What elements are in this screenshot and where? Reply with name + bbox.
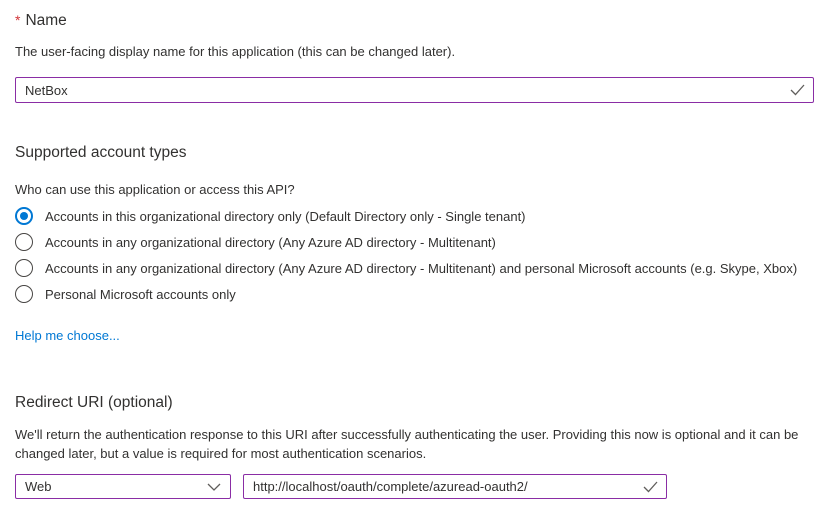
radio-option-label: Accounts in any organizational directory (Any Azure AD directory - Multitenant) and personal Microsoft accounts (e.g. Skype, Xbox) [45,260,798,276]
account-types-radio-group [15,203,814,307]
redirect-uri-row [15,474,814,499]
radio-button-icon[interactable] [15,207,33,225]
redirect-uri-input[interactable] [243,474,667,499]
radio-button-icon[interactable] [15,233,33,251]
name-input-container [15,77,814,103]
radio-dot [20,212,28,220]
required-asterisk: * [15,12,21,28]
radio-button-icon[interactable] [15,259,33,277]
platform-select-value: Web [25,479,52,494]
radio-option-label: Accounts in this organizational directory only (Default Directory only - Single tenant) [45,208,526,224]
radio-option-multitenant-personal[interactable] [15,255,814,281]
radio-option-label: Personal Microsoft accounts only [45,286,236,302]
help-me-choose-link[interactable]: Help me choose... [15,328,120,343]
redirect-uri-description: We'll return the authentication response to this URI after successfully authenticating the user. Providing this now is optional and it can be changed later, but a value is required for most authentication scenarios. [15,427,799,461]
radio-option-personal-only[interactable] [15,281,814,307]
name-heading-label: Name [25,12,67,29]
radio-option-label: Accounts in any organizational directory (Any Azure AD directory - Multitenant) [45,234,496,250]
platform-select[interactable] [15,474,231,499]
redirect-uri-input-container [243,474,667,499]
chevron-down-icon [207,483,221,491]
radio-option-single-tenant[interactable] [15,203,814,229]
name-input[interactable] [15,77,814,103]
account-types-heading: Supported account types [15,144,187,161]
radio-button-icon[interactable] [15,285,33,303]
name-section-heading [15,11,814,30]
name-description: The user-facing display name for this application (this can be changed later). [15,44,456,59]
account-types-question: Who can use this application or access this API? [15,182,295,197]
radio-option-multitenant[interactable] [15,229,814,255]
redirect-uri-heading: Redirect URI (optional) [15,394,173,411]
